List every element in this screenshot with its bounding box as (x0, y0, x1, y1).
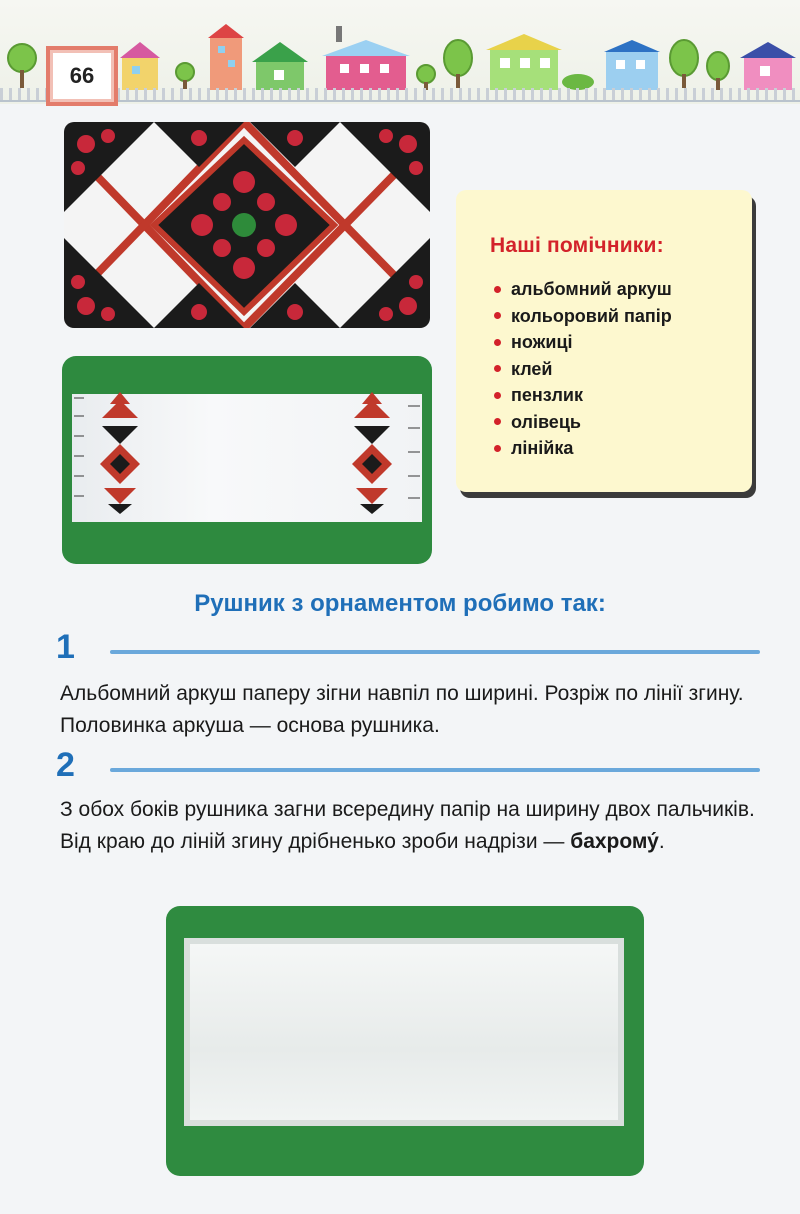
bullet-icon (494, 418, 501, 425)
helpers-title: Наші помічники: (490, 234, 664, 257)
bullet-icon (494, 339, 501, 346)
list-item: альбомний аркуш (494, 276, 672, 303)
helpers-list (494, 276, 672, 462)
list-item: лінійка (494, 435, 672, 462)
bullet-icon (494, 365, 501, 372)
towel-ornament (62, 356, 432, 564)
step-divider-1 (110, 650, 760, 654)
list-item: олівець (494, 409, 672, 436)
left-ornament-column (100, 392, 140, 514)
step-divider-2 (110, 768, 760, 772)
ornament-photo (64, 122, 430, 328)
right-ornament-column (352, 392, 392, 514)
helpers-box (456, 190, 752, 492)
list-item: клей (494, 356, 672, 383)
page-number: 66 (46, 46, 118, 106)
step-number-1: 1 (56, 628, 75, 666)
bullet-icon (494, 392, 501, 399)
step-2-text: З обох боків рушника загни всередину папір на ширину двох пальчиків. Від краю до ліній згину дрібненько зроби надрізи — бахрому́. (60, 798, 755, 853)
section-title: Рушник з орнаментом робимо так: (194, 590, 606, 617)
folded-paper-photo (166, 906, 644, 1176)
step-2-bold-term: бахрому́ (570, 830, 659, 853)
page-header-illustration (0, 0, 800, 104)
bullet-icon (494, 286, 501, 293)
towel-photo (62, 356, 432, 564)
step-1-text: Альбомний аркуш паперу зігни навпіл по ширині. Розріж по лінії згину. Половинка аркуша — основа рушника. (60, 682, 744, 737)
ornament-pattern (64, 122, 430, 328)
folded-paper (184, 938, 624, 1126)
bullet-icon (494, 445, 501, 452)
list-item: кольоровий папір (494, 303, 672, 330)
fence (0, 88, 800, 102)
bullet-icon (494, 312, 501, 319)
list-item: ножиці (494, 329, 672, 356)
step-number-2: 2 (56, 746, 75, 784)
list-item: пензлик (494, 382, 672, 409)
